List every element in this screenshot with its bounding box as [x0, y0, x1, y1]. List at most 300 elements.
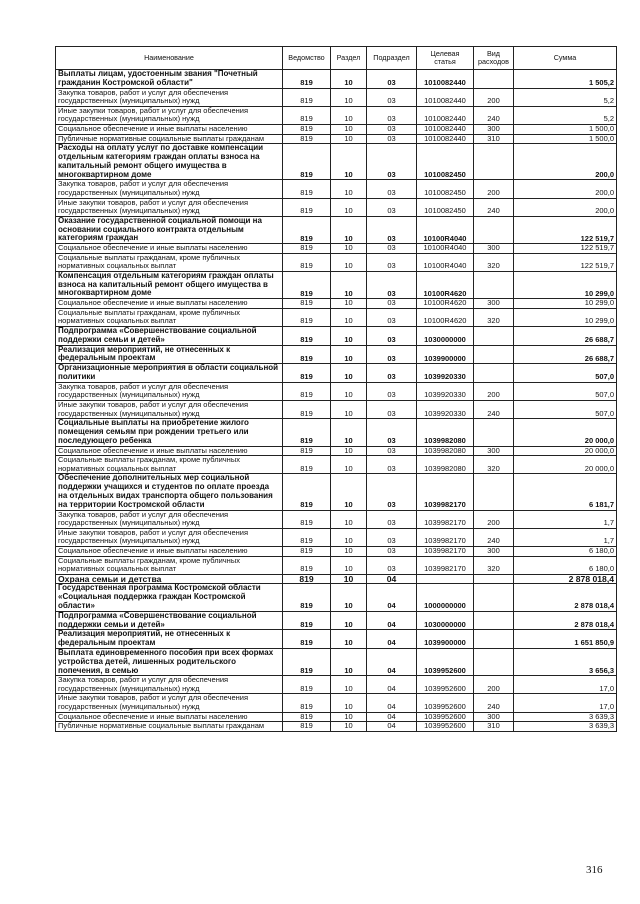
header-vedomstvo: Ведомство [283, 47, 331, 70]
cell-podrazdel: 03 [367, 556, 417, 574]
cell-celevaya-statya: 10100R4620 [417, 299, 474, 309]
cell-vedomstvo: 819 [283, 676, 331, 694]
cell-summa: 20 000,0 [514, 446, 617, 456]
cell-razdel: 10 [331, 308, 367, 326]
cell-vid-rashodov: 200 [474, 510, 514, 528]
cell-vedomstvo: 819 [283, 134, 331, 144]
cell-celevaya-statya: 1030000000 [417, 327, 474, 346]
cell-summa: 122 519,7 [514, 253, 617, 271]
cell-podrazdel: 03 [367, 382, 417, 400]
cell-celevaya-statya: 1039982170 [417, 510, 474, 528]
table-row [56, 584, 617, 611]
cell-summa: 2 878 018,4 [514, 584, 617, 611]
cell-vedomstvo: 819 [283, 401, 331, 419]
cell-razdel: 10 [331, 584, 367, 611]
cell-vid-rashodov: 240 [474, 528, 514, 546]
cell-vedomstvo: 819 [283, 630, 331, 649]
cell-name: Закупка товаров, работ и услуг для обеспечения государственных (муниципальных) нужд [56, 180, 283, 198]
cell-summa: 200,0 [514, 144, 617, 180]
cell-razdel: 10 [331, 364, 367, 383]
cell-summa: 1,7 [514, 510, 617, 528]
table-row [56, 308, 617, 326]
cell-vid-rashodov [474, 630, 514, 649]
cell-summa: 122 519,7 [514, 216, 617, 243]
header-name: Наименование [56, 47, 283, 70]
table-row [56, 198, 617, 216]
cell-vedomstvo: 819 [283, 308, 331, 326]
cell-celevaya-statya: 1010082440 [417, 134, 474, 144]
cell-summa: 1 505,2 [514, 70, 617, 89]
cell-name: Социальные выплаты гражданам, кроме публичных нормативных социальных выплат [56, 253, 283, 271]
cell-name: Социальные выплаты на приобретение жилого помещения семьям при рождении третьего или последующего ребенка [56, 419, 283, 446]
cell-vedomstvo: 819 [283, 144, 331, 180]
cell-vedomstvo: 819 [283, 271, 331, 298]
cell-name: Компенсация отдельным категориям граждан оплаты взноса на капитальный ремонт общего имущества в многоквартирном доме [56, 271, 283, 298]
header-podrazdel: Подраздел [367, 47, 417, 70]
cell-podrazdel: 04 [367, 584, 417, 611]
cell-summa: 1 651 850,9 [514, 630, 617, 649]
table-row [56, 630, 617, 649]
cell-vedomstvo: 819 [283, 456, 331, 474]
table-row [56, 401, 617, 419]
cell-vedomstvo: 819 [283, 419, 331, 446]
cell-razdel: 10 [331, 510, 367, 528]
cell-razdel: 10 [331, 134, 367, 144]
cell-razdel: 10 [331, 382, 367, 400]
table-header-row [56, 47, 617, 70]
cell-summa: 17,0 [514, 694, 617, 712]
cell-vid-rashodov [474, 584, 514, 611]
cell-vid-rashodov: 300 [474, 712, 514, 722]
cell-celevaya-statya: 1039982080 [417, 446, 474, 456]
cell-summa: 1 500,0 [514, 134, 617, 144]
cell-name: Социальное обеспечение и иные выплаты населению [56, 712, 283, 722]
cell-summa: 3 639,3 [514, 712, 617, 722]
cell-vid-rashodov [474, 574, 514, 584]
cell-vid-rashodov: 320 [474, 456, 514, 474]
cell-name: Иные закупки товаров, работ и услуг для обеспечения государственных (муниципальных) нужд [56, 198, 283, 216]
table-row [56, 676, 617, 694]
cell-podrazdel: 03 [367, 364, 417, 383]
cell-razdel: 10 [331, 456, 367, 474]
table-row [56, 456, 617, 474]
table-row [56, 345, 617, 364]
cell-podrazdel: 03 [367, 271, 417, 298]
cell-celevaya-statya: 1010082450 [417, 180, 474, 198]
cell-summa: 2 878 018,4 [514, 611, 617, 630]
cell-vid-rashodov: 300 [474, 446, 514, 456]
cell-razdel: 10 [331, 556, 367, 574]
cell-vid-rashodov: 200 [474, 88, 514, 106]
cell-name: Подпрограмма «Совершенствование социальной поддержки семьи и детей» [56, 611, 283, 630]
cell-razdel: 10 [331, 88, 367, 106]
cell-vedomstvo: 819 [283, 345, 331, 364]
cell-celevaya-statya: 1039982080 [417, 419, 474, 446]
cell-name: Социальные выплаты гражданам, кроме публичных нормативных социальных выплат [56, 556, 283, 574]
cell-razdel: 10 [331, 574, 367, 584]
cell-summa: 5,2 [514, 88, 617, 106]
cell-name: Подпрограмма «Совершенствование социальной поддержки семьи и детей» [56, 327, 283, 346]
cell-vedomstvo: 819 [283, 299, 331, 309]
cell-celevaya-statya: 1039982170 [417, 546, 474, 556]
cell-podrazdel: 03 [367, 546, 417, 556]
budget-table [55, 46, 617, 732]
cell-razdel: 10 [331, 253, 367, 271]
cell-name: Социальное обеспечение и иные выплаты населению [56, 244, 283, 254]
cell-razdel: 10 [331, 299, 367, 309]
cell-vedomstvo: 819 [283, 364, 331, 383]
cell-celevaya-statya: 10100R4040 [417, 244, 474, 254]
cell-podrazdel: 03 [367, 244, 417, 254]
cell-razdel: 10 [331, 446, 367, 456]
cell-celevaya-statya: 10100R4040 [417, 216, 474, 243]
cell-vedomstvo: 819 [283, 180, 331, 198]
cell-name: Социальные выплаты гражданам, кроме публичных нормативных социальных выплат [56, 308, 283, 326]
cell-razdel: 10 [331, 648, 367, 675]
cell-podrazdel: 03 [367, 308, 417, 326]
cell-vedomstvo: 819 [283, 244, 331, 254]
table-row [56, 474, 617, 510]
table-row [56, 144, 617, 180]
cell-summa: 26 688,7 [514, 345, 617, 364]
cell-podrazdel: 03 [367, 419, 417, 446]
cell-name: Организационные мероприятия в области социальной политики [56, 364, 283, 383]
cell-vedomstvo: 819 [283, 70, 331, 89]
cell-summa: 10 299,0 [514, 299, 617, 309]
cell-summa: 122 519,7 [514, 244, 617, 254]
cell-vid-rashodov: 240 [474, 198, 514, 216]
cell-vid-rashodov: 200 [474, 180, 514, 198]
cell-summa: 3 656,3 [514, 648, 617, 675]
cell-razdel: 10 [331, 180, 367, 198]
cell-vedomstvo: 819 [283, 198, 331, 216]
cell-celevaya-statya: 1039952600 [417, 676, 474, 694]
table-row [56, 180, 617, 198]
cell-name: Закупка товаров, работ и услуг для обеспечения государственных (муниципальных) нужд [56, 676, 283, 694]
cell-podrazdel: 04 [367, 694, 417, 712]
cell-podrazdel: 03 [367, 327, 417, 346]
cell-name: Иные закупки товаров, работ и услуг для обеспечения государственных (муниципальных) нужд [56, 401, 283, 419]
cell-podrazdel: 04 [367, 722, 417, 732]
cell-celevaya-statya: 1039982170 [417, 528, 474, 546]
cell-podrazdel: 04 [367, 676, 417, 694]
cell-summa: 2 878 018,4 [514, 574, 617, 584]
cell-razdel: 10 [331, 70, 367, 89]
cell-razdel: 10 [331, 345, 367, 364]
cell-vedomstvo: 819 [283, 327, 331, 346]
cell-summa: 20 000,0 [514, 419, 617, 446]
table-row [56, 556, 617, 574]
cell-summa: 6 181,7 [514, 474, 617, 510]
cell-podrazdel: 03 [367, 88, 417, 106]
cell-celevaya-statya: 1030000000 [417, 611, 474, 630]
cell-name: Иные закупки товаров, работ и услуг для обеспечения государственных (муниципальных) нужд [56, 528, 283, 546]
cell-vid-rashodov: 310 [474, 134, 514, 144]
cell-razdel: 10 [331, 198, 367, 216]
cell-celevaya-statya: 10100R4040 [417, 253, 474, 271]
cell-summa: 507,0 [514, 364, 617, 383]
cell-summa: 1,7 [514, 528, 617, 546]
table-row [56, 712, 617, 722]
table-row [56, 244, 617, 254]
cell-celevaya-statya: 1039920330 [417, 382, 474, 400]
cell-razdel: 10 [331, 401, 367, 419]
cell-celevaya-statya: 1039982170 [417, 474, 474, 510]
cell-vid-rashodov: 310 [474, 722, 514, 732]
cell-vedomstvo: 819 [283, 253, 331, 271]
cell-name: Публичные нормативные социальные выплаты гражданам [56, 722, 283, 732]
cell-name: Охрана семьи и детства [56, 574, 283, 584]
cell-vedomstvo: 819 [283, 694, 331, 712]
cell-name: Обеспечение дополнительных мер социальной поддержки учащихся и студентов по оплате проезда на отдельных видах транспорта общего пользования на территории Костромской области [56, 474, 283, 510]
cell-name: Публичные нормативные социальные выплаты гражданам [56, 134, 283, 144]
cell-name: Закупка товаров, работ и услуг для обеспечения государственных (муниципальных) нужд [56, 382, 283, 400]
cell-vedomstvo: 819 [283, 106, 331, 124]
cell-summa: 6 180,0 [514, 556, 617, 574]
cell-vid-rashodov: 300 [474, 244, 514, 254]
cell-name: Реализация мероприятий, не отнесенных к федеральным проектам [56, 630, 283, 649]
cell-celevaya-statya: 10100R4620 [417, 308, 474, 326]
cell-vedomstvo: 819 [283, 510, 331, 528]
cell-summa: 507,0 [514, 401, 617, 419]
cell-vid-rashodov [474, 364, 514, 383]
cell-razdel: 10 [331, 676, 367, 694]
cell-podrazdel: 04 [367, 648, 417, 675]
cell-razdel: 10 [331, 546, 367, 556]
cell-name: Социальные выплаты гражданам, кроме публичных нормативных социальных выплат [56, 456, 283, 474]
cell-vid-rashodov: 320 [474, 556, 514, 574]
table-row [56, 611, 617, 630]
cell-razdel: 10 [331, 124, 367, 134]
cell-vid-rashodov: 200 [474, 382, 514, 400]
cell-name: Социальное обеспечение и иные выплаты населению [56, 124, 283, 134]
cell-podrazdel: 03 [367, 401, 417, 419]
cell-vid-rashodov [474, 648, 514, 675]
cell-vid-rashodov [474, 611, 514, 630]
cell-name: Социальное обеспечение и иные выплаты населению [56, 446, 283, 456]
cell-celevaya-statya: 1039920330 [417, 401, 474, 419]
cell-vid-rashodov: 320 [474, 308, 514, 326]
cell-celevaya-statya: 1039952600 [417, 694, 474, 712]
cell-razdel: 10 [331, 244, 367, 254]
cell-podrazdel: 04 [367, 574, 417, 584]
cell-razdel: 10 [331, 712, 367, 722]
cell-celevaya-statya: 1010082450 [417, 144, 474, 180]
cell-razdel: 10 [331, 327, 367, 346]
cell-vid-rashodov [474, 144, 514, 180]
cell-vedomstvo: 819 [283, 446, 331, 456]
cell-name: Реализация мероприятий, не отнесенных к федеральным проектам [56, 345, 283, 364]
table-body [56, 70, 617, 732]
cell-summa: 10 299,0 [514, 308, 617, 326]
cell-podrazdel: 03 [367, 106, 417, 124]
cell-vedomstvo: 819 [283, 474, 331, 510]
header-vid-rashodov: Вид расходов [474, 47, 514, 70]
cell-celevaya-statya: 10100R4620 [417, 271, 474, 298]
cell-celevaya-statya: 1010082440 [417, 106, 474, 124]
table-row [56, 419, 617, 446]
cell-podrazdel: 03 [367, 180, 417, 198]
header-celevaya-statya: Целевая статья [417, 47, 474, 70]
cell-vid-rashodov [474, 474, 514, 510]
cell-razdel: 10 [331, 216, 367, 243]
header-summa: Сумма [514, 47, 617, 70]
cell-razdel: 10 [331, 611, 367, 630]
table-row [56, 70, 617, 89]
cell-podrazdel: 03 [367, 446, 417, 456]
table-row [56, 327, 617, 346]
cell-celevaya-statya: 1000000000 [417, 584, 474, 611]
document-page [55, 46, 616, 732]
cell-vedomstvo: 819 [283, 88, 331, 106]
cell-vid-rashodov [474, 70, 514, 89]
cell-name: Закупка товаров, работ и услуг для обеспечения государственных (муниципальных) нужд [56, 88, 283, 106]
cell-razdel: 10 [331, 419, 367, 446]
cell-celevaya-statya: 1039952600 [417, 648, 474, 675]
cell-vid-rashodov [474, 271, 514, 298]
cell-summa: 6 180,0 [514, 546, 617, 556]
table-row [56, 124, 617, 134]
cell-podrazdel: 03 [367, 70, 417, 89]
cell-celevaya-statya: 1039900000 [417, 630, 474, 649]
cell-name: Выплаты лицам, удостоенным звания "Почетный гражданин Костромской области" [56, 70, 283, 89]
cell-podrazdel: 04 [367, 611, 417, 630]
cell-celevaya-statya: 1039952600 [417, 712, 474, 722]
header-razdel: Раздел [331, 47, 367, 70]
cell-name: Оказание государственной социальной помощи на основании социального контракта отдельным категориям граждан [56, 216, 283, 243]
cell-celevaya-statya: 1039900000 [417, 345, 474, 364]
cell-vedomstvo: 819 [283, 546, 331, 556]
cell-vedomstvo: 819 [283, 712, 331, 722]
cell-vid-rashodov: 300 [474, 124, 514, 134]
table-row [56, 253, 617, 271]
cell-vid-rashodov: 240 [474, 694, 514, 712]
cell-razdel: 10 [331, 106, 367, 124]
table-row [56, 510, 617, 528]
cell-vid-rashodov [474, 327, 514, 346]
cell-celevaya-statya: 1010082450 [417, 198, 474, 216]
table-row [56, 382, 617, 400]
cell-vid-rashodov: 300 [474, 546, 514, 556]
cell-summa: 5,2 [514, 106, 617, 124]
cell-summa: 507,0 [514, 382, 617, 400]
cell-podrazdel: 03 [367, 528, 417, 546]
cell-podrazdel: 03 [367, 124, 417, 134]
cell-podrazdel: 03 [367, 198, 417, 216]
cell-podrazdel: 03 [367, 299, 417, 309]
cell-vedomstvo: 819 [283, 216, 331, 243]
cell-name: Иные закупки товаров, работ и услуг для обеспечения государственных (муниципальных) нужд [56, 694, 283, 712]
cell-vedomstvo: 819 [283, 722, 331, 732]
cell-podrazdel: 03 [367, 216, 417, 243]
table-row [56, 271, 617, 298]
cell-celevaya-statya: 1010082440 [417, 88, 474, 106]
table-row [56, 88, 617, 106]
table-row [56, 216, 617, 243]
cell-name: Иные закупки товаров, работ и услуг для обеспечения государственных (муниципальных) нужд [56, 106, 283, 124]
cell-razdel: 10 [331, 271, 367, 298]
cell-razdel: 10 [331, 630, 367, 649]
cell-vedomstvo: 819 [283, 556, 331, 574]
table-row [56, 528, 617, 546]
cell-vid-rashodov: 240 [474, 106, 514, 124]
cell-vid-rashodov: 240 [474, 401, 514, 419]
cell-podrazdel: 04 [367, 630, 417, 649]
table-row [56, 299, 617, 309]
cell-razdel: 10 [331, 528, 367, 546]
cell-vid-rashodov: 300 [474, 299, 514, 309]
cell-name: Государственная программа Костромской области «Социальная поддержка граждан Костромской области» [56, 584, 283, 611]
table-row [56, 574, 617, 584]
cell-podrazdel: 03 [367, 144, 417, 180]
page-number: 316 [586, 864, 603, 876]
cell-celevaya-statya: 1039982080 [417, 456, 474, 474]
cell-podrazdel: 03 [367, 253, 417, 271]
cell-podrazdel: 03 [367, 474, 417, 510]
cell-vedomstvo: 819 [283, 528, 331, 546]
cell-podrazdel: 03 [367, 510, 417, 528]
cell-vedomstvo: 819 [283, 124, 331, 134]
cell-razdel: 10 [331, 722, 367, 732]
table-row [56, 722, 617, 732]
cell-celevaya-statya: 1039920330 [417, 364, 474, 383]
cell-vid-rashodov [474, 419, 514, 446]
cell-razdel: 10 [331, 144, 367, 180]
cell-summa: 17,0 [514, 676, 617, 694]
cell-celevaya-statya: 1010082440 [417, 70, 474, 89]
cell-summa: 26 688,7 [514, 327, 617, 346]
cell-vedomstvo: 819 [283, 611, 331, 630]
cell-vid-rashodov: 320 [474, 253, 514, 271]
cell-vedomstvo: 819 [283, 648, 331, 675]
cell-vid-rashodov: 200 [474, 676, 514, 694]
cell-summa: 10 299,0 [514, 271, 617, 298]
cell-podrazdel: 03 [367, 345, 417, 364]
cell-celevaya-statya: 1010082440 [417, 124, 474, 134]
table-row [56, 364, 617, 383]
cell-podrazdel: 03 [367, 456, 417, 474]
table-row [56, 446, 617, 456]
cell-name: Социальное обеспечение и иные выплаты населению [56, 299, 283, 309]
cell-celevaya-statya: 1039982170 [417, 556, 474, 574]
cell-summa: 200,0 [514, 180, 617, 198]
cell-podrazdel: 03 [367, 134, 417, 144]
cell-vedomstvo: 819 [283, 382, 331, 400]
table-row [56, 546, 617, 556]
cell-razdel: 10 [331, 474, 367, 510]
cell-summa: 200,0 [514, 198, 617, 216]
table-row [56, 648, 617, 675]
table-row [56, 694, 617, 712]
table-row [56, 106, 617, 124]
cell-razdel: 10 [331, 694, 367, 712]
cell-vedomstvo: 819 [283, 574, 331, 584]
cell-vid-rashodov [474, 216, 514, 243]
cell-summa: 1 500,0 [514, 124, 617, 134]
cell-celevaya-statya: 1039952600 [417, 722, 474, 732]
cell-celevaya-statya [417, 574, 474, 584]
cell-summa: 3 639,3 [514, 722, 617, 732]
cell-name: Закупка товаров, работ и услуг для обеспечения государственных (муниципальных) нужд [56, 510, 283, 528]
cell-podrazdel: 04 [367, 712, 417, 722]
cell-name: Социальное обеспечение и иные выплаты населению [56, 546, 283, 556]
cell-name: Выплата единовременного пособия при всех формах устройства детей, лишенных родительского попечения, в семью [56, 648, 283, 675]
table-row [56, 134, 617, 144]
cell-name: Расходы на оплату услуг по доставке компенсации отдельным категориям граждан оплаты взноса на капитальный ремонт общего имущества в многоквартирном доме [56, 144, 283, 180]
cell-vedomstvo: 819 [283, 584, 331, 611]
cell-summa: 20 000,0 [514, 456, 617, 474]
cell-vid-rashodov [474, 345, 514, 364]
